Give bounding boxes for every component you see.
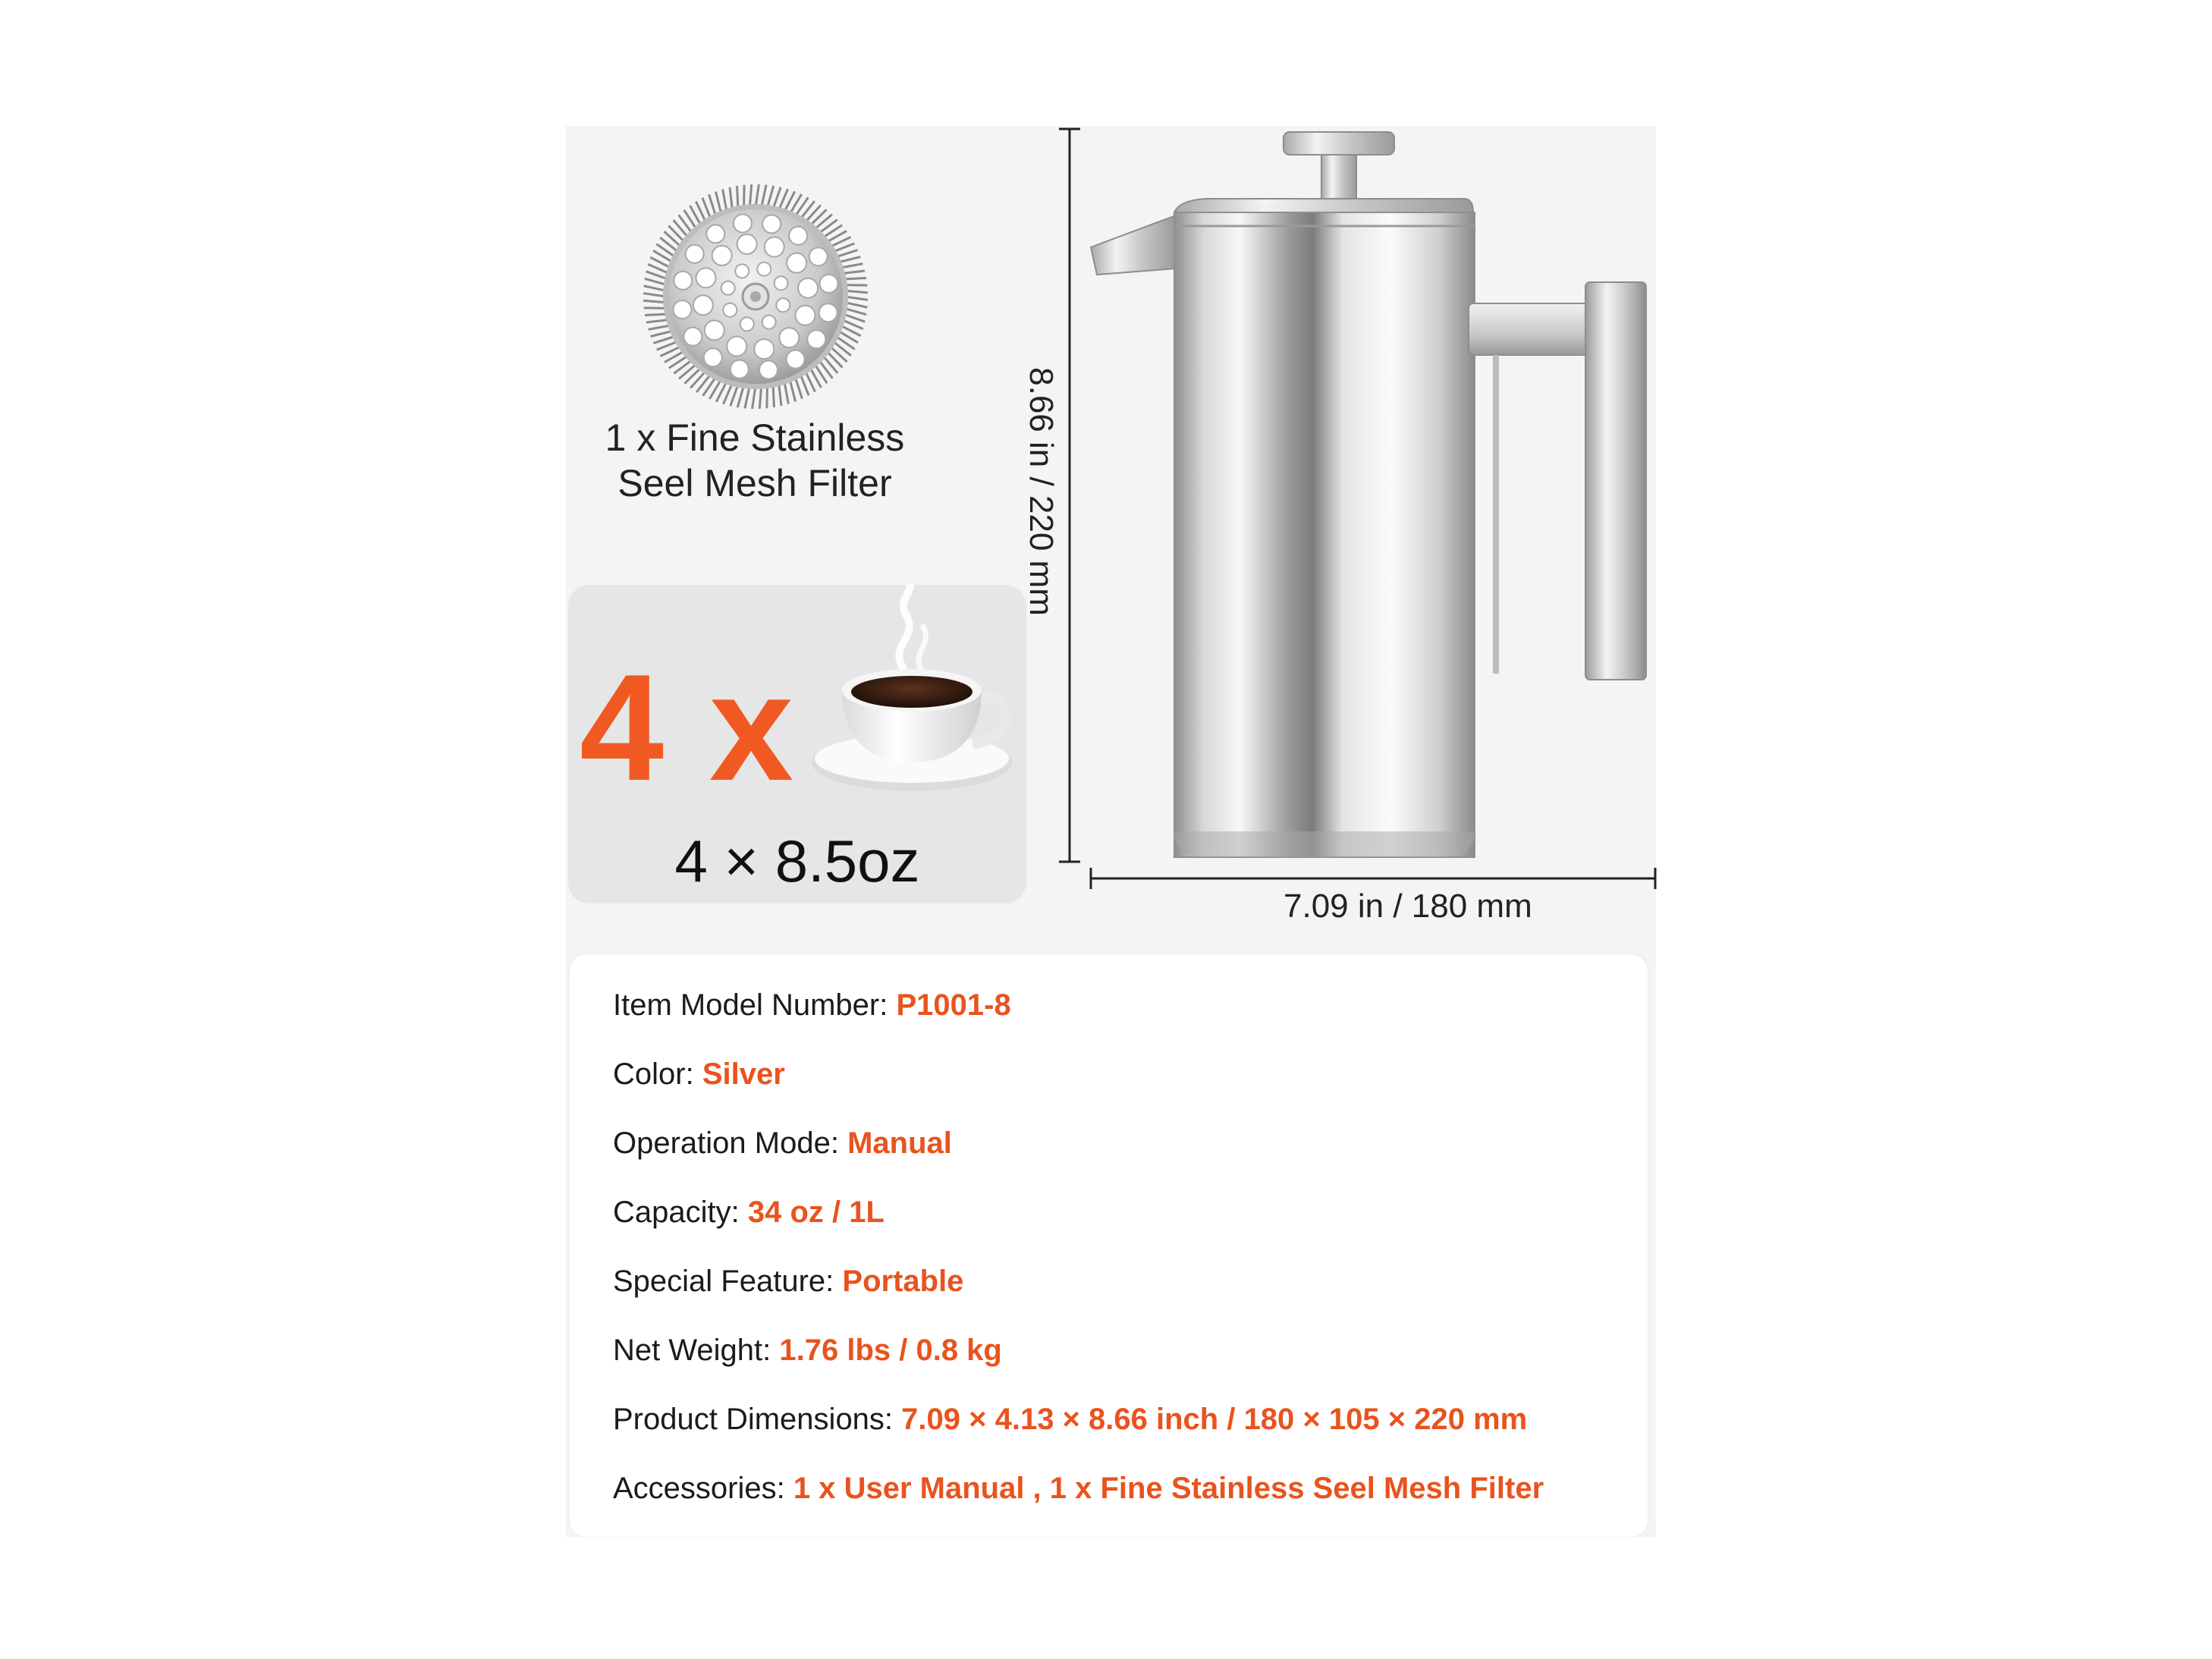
filter-caption-line2: Seel Mesh Filter	[617, 462, 892, 504]
cup-volume-label: 4 × 8.5oz	[674, 828, 920, 894]
spec-value: 1.76 lbs / 0.8 kg	[779, 1334, 1002, 1367]
spec-row-operation-mode	[613, 1124, 952, 1162]
spec-row-model-number	[613, 986, 1011, 1024]
spec-label: Product Dimensions:	[613, 1403, 902, 1436]
spec-row-product-dimensions	[613, 1400, 1527, 1438]
filter-caption-line1: 1 x Fine Stainless	[605, 416, 905, 459]
spec-label: Color:	[613, 1057, 702, 1091]
coffee-cup-icon	[806, 584, 1026, 804]
spec-label: Special Feature:	[613, 1265, 843, 1298]
french-press-icon	[1054, 126, 1661, 892]
spec-label: Accessories:	[613, 1472, 793, 1505]
spec-row-net-weight	[613, 1331, 1002, 1369]
spec-value: Portable	[842, 1265, 964, 1298]
width-dimension-label: 7.09 in / 180 mm	[1284, 888, 1532, 925]
spec-label: Item Model Number:	[613, 988, 897, 1022]
spec-row-capacity	[613, 1193, 884, 1231]
spec-value: Silver	[702, 1057, 785, 1091]
spec-value: Manual	[847, 1126, 952, 1160]
spec-value: 1 x User Manual , 1 x Fine Stainless Seel Mesh Filter	[793, 1472, 1544, 1505]
spec-label: Operation Mode:	[613, 1126, 848, 1160]
height-dimension-label: 8.66 in / 220 mm	[1023, 367, 1060, 616]
spec-label: Capacity:	[613, 1196, 748, 1229]
mesh-filter-icon	[638, 179, 873, 414]
cup-count-label: 4 x	[580, 643, 796, 812]
spec-card	[570, 954, 1648, 1537]
spec-row-accessories	[613, 1469, 1544, 1507]
spec-row-special-feature	[613, 1262, 963, 1300]
spec-row-color	[613, 1055, 785, 1093]
spec-label: Net Weight:	[613, 1334, 780, 1367]
spec-value: 7.09 × 4.13 × 8.66 inch / 180 × 105 × 220 mm	[901, 1403, 1528, 1436]
spec-value: 34 oz / 1L	[747, 1196, 884, 1229]
spec-value: P1001-8	[896, 988, 1011, 1022]
